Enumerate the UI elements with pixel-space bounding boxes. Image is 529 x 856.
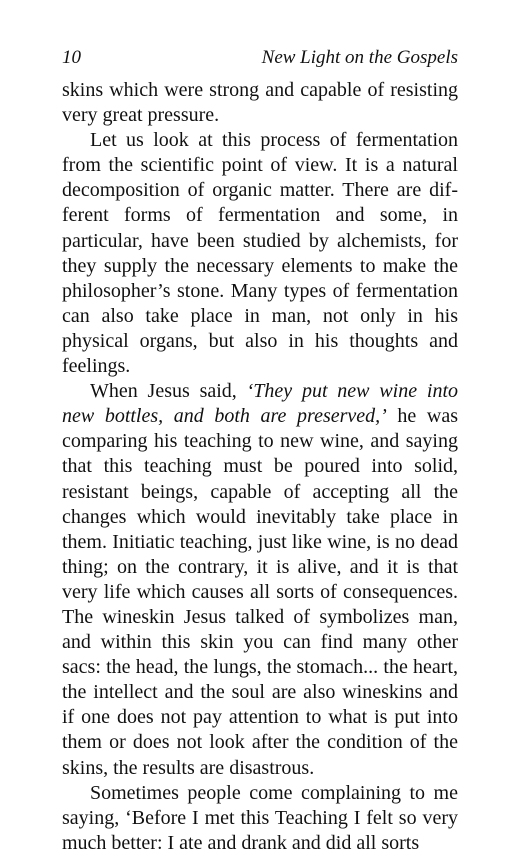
paragraph-3 [62,379,458,781]
paragraph-4 [62,781,458,856]
body-text [62,78,458,856]
paragraph-2-text: Let us look at this process of fermentation from the scientific point of view. It is a natural decomposition of organic matter. There are different forms of fermentation and some, in particular, have been studied by alchemists, for they supply the necessary elements to make the philosopher’s stone. Many types of fermentation can also take place in man, not only in his physical organs, but also in his thoughts and feelings. [62,129,458,378]
book-page [62,46,458,856]
paragraph-4-text: Sometimes people come complaining to me saying, ‘Before I met this Teaching I felt so very much better: I ate and drank and did all sorts [62,781,458,854]
page-number: 10 [62,47,81,68]
paragraph-3-rest: he was comparing his teaching to new wine, and saying that this teaching must be poured into solid, resistant beings, capable of accepting all the changes which would inevitably take place in them. Initiatic teaching, just like wine, is no dead thing; on the contrary, it is alive, and it is that very life which causes all sorts of consequences. The wineskin Jesus talked of symbolizes man, and within this skin you can find many other sacs: the head, the lungs, the stomach... the heart, the intellect and the soul are also wineskins and if one does not pay attention to what is put into them or does not look after the condition of the skins, the results are disastrous. [62,405,458,779]
gospel-quote: ‘They put new wine into new bottles, and both are preserved,’ [62,380,459,428]
paragraph-3-lead: When Jesus said, [90,380,247,403]
book-title: New Light on the Gospels [261,47,458,68]
paragraph-1-text: skins which were strong and capable of resisting very great pressure. [62,79,458,127]
running-header [62,46,458,70]
paragraph-2 [62,128,458,379]
paragraph-1 [62,78,458,128]
